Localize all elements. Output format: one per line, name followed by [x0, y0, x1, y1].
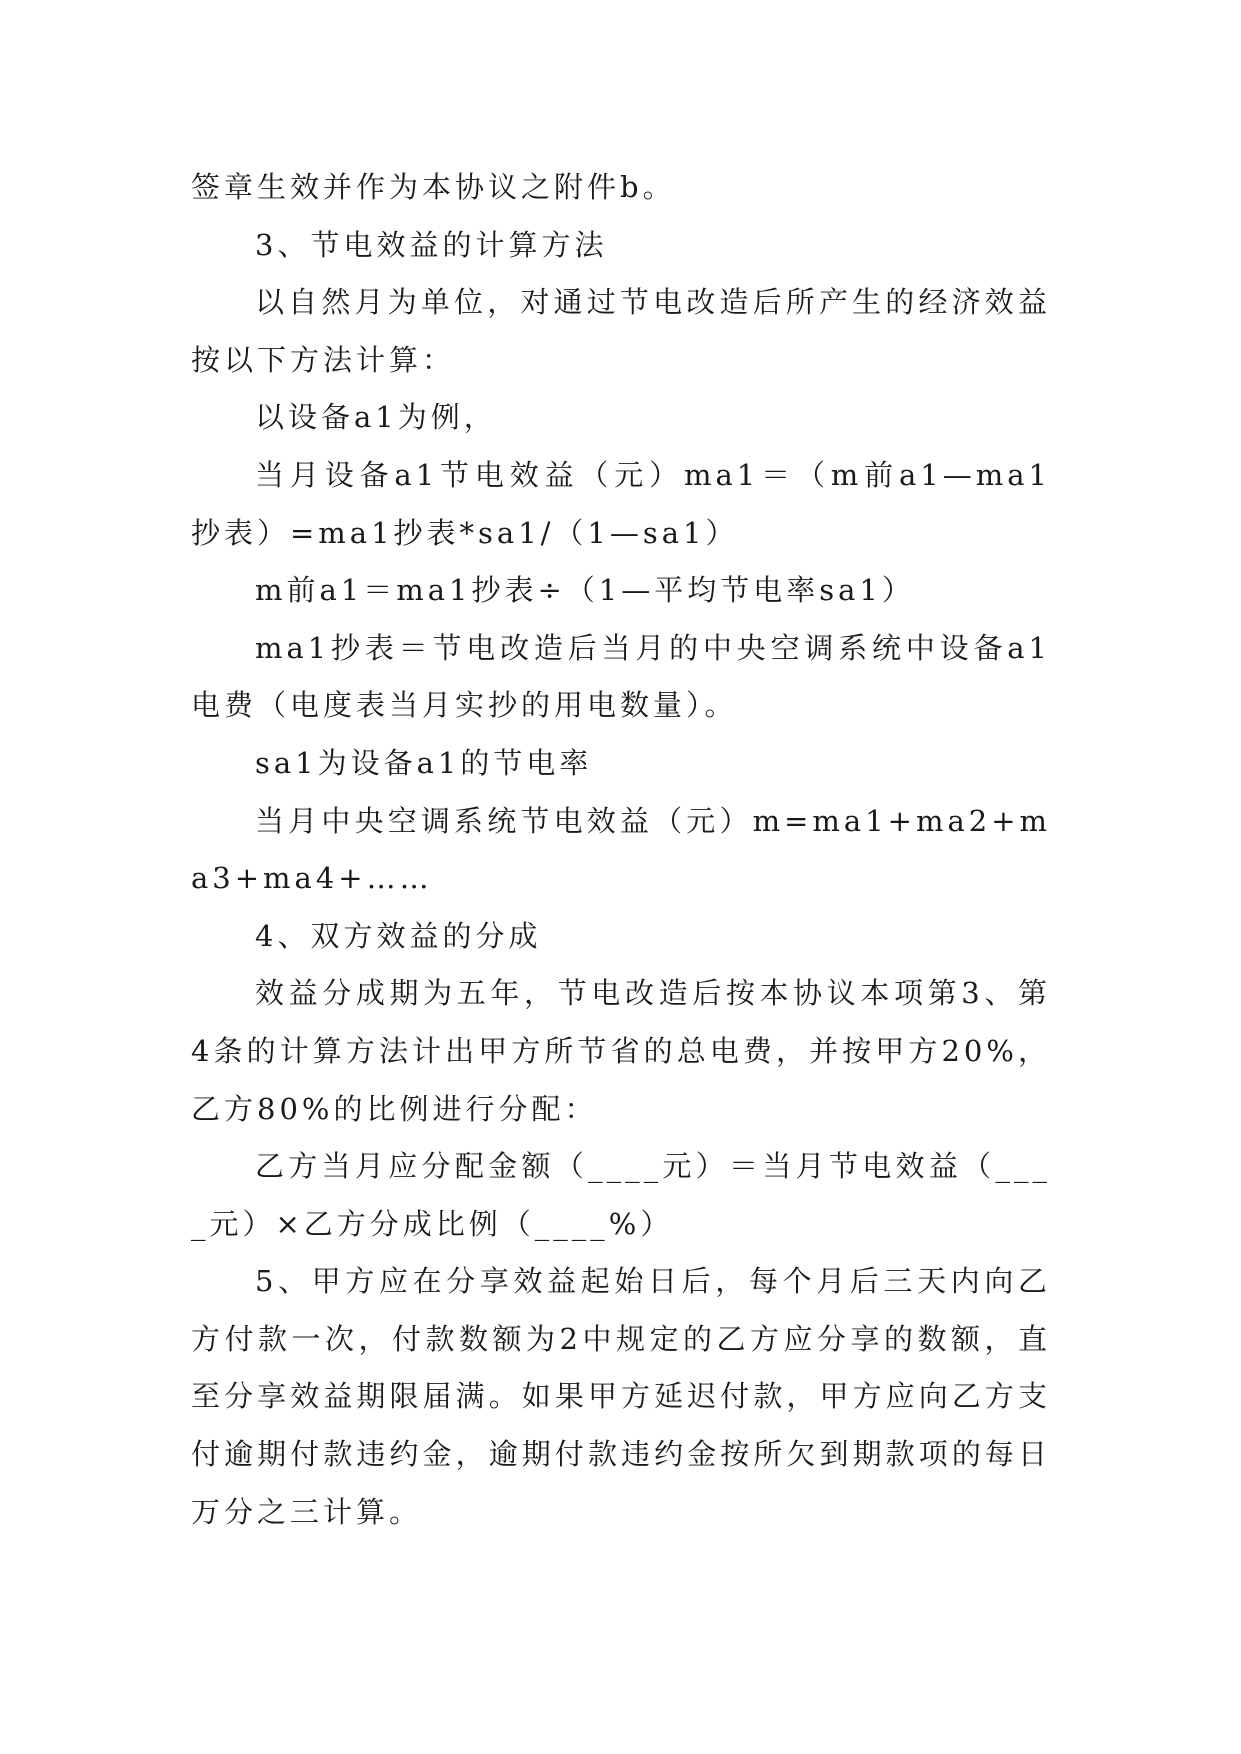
- paragraph-sharing-period: 效益分成期为五年，节电改造后按本协议本项第3、第4条的计算方法计出甲方所节省的总电费，并按甲方20%，乙方80%的比例进行分配：: [191, 976, 1051, 1126]
- paragraph-attachment-note: 签章生效并作为本协议之附件b。: [191, 170, 676, 204]
- paragraph-monthly-unit: 以自然月为单位，对通过节电改造后所产生的经济效益按以下方法计算：: [191, 285, 1051, 377]
- heading-calculation-method: 3、节电效益的计算方法: [255, 227, 608, 262]
- paragraph-example-a1: 以设备a1为例，: [255, 400, 497, 435]
- formula-total-m: 当月中央空调系统节电效益（元）m=ma1+ma2+ma3+ma4+……: [191, 803, 1051, 896]
- definition-ma1-reading: ma1抄表＝节电改造后当月的中央空调系统中设备a1电费（电度表当月实抄的用电数量）。: [191, 630, 1051, 723]
- formula-party-b-amount: 乙方当月应分配金额（____元）＝当月节电效益（____元）×乙方分成比例（____%）: [191, 1149, 1051, 1241]
- document-body: [191, 159, 1051, 1541]
- formula-ma1: 当月设备a1节电效益（元）ma1＝（m前a1—ma1抄表）=ma1抄表*sa1/（1—sa1）: [191, 457, 1051, 550]
- heading-benefit-sharing: 4、双方效益的分成: [255, 918, 542, 953]
- formula-m-before-a1: m前a1＝ma1抄表÷（1—平均节电率sa1）: [255, 573, 915, 608]
- paragraph-payment-terms: 5、甲方应在分享效益起始日后，每个月后三天内向乙方付款一次，付款数额为2中规定的乙方应分享的数额，直至分享效益期限届满。如果甲方延迟付款，甲方应向乙方支付逾期付款违约金，逾期付款违约金按所欠到期款项的每日万分之三计算。: [191, 1264, 1051, 1529]
- definition-sa1: sa1为设备a1的节电率: [255, 745, 593, 780]
